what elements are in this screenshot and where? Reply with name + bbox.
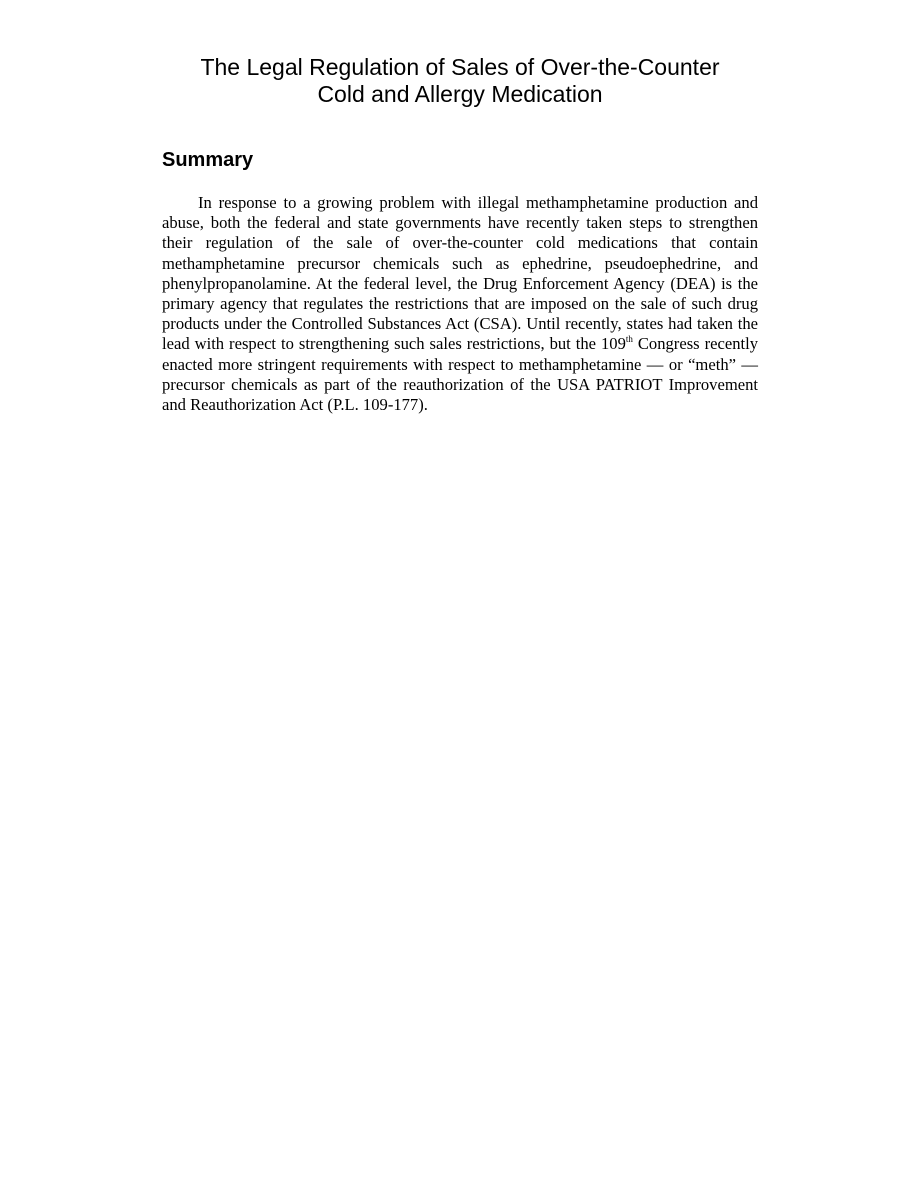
summary-text-part-2: Congress recently enacted more stringent requirements with respect to methamphetamine — or “meth” — precursor chemicals as part of the reauthorization of the USA PATRIOT Improvement and Reauthorization Act (P.L. 109-177). [162, 334, 759, 415]
document-title [160, 54, 760, 108]
section-heading-summary: Summary [162, 149, 254, 171]
summary-text-part-1: In response to a growing problem with illegal methamphetamine production and abuse, both the federal and state governments have recently taken steps to strengthen their regulation of the sale of over-the-counter cold medications that contain methamphetamine precursor chemicals such as ephedrine, pseudoephedrine, and phenylpropanolamine. At the federal level, the Drug Enforcement Agency (DEA) is the primary agency that regulates the restrictions that are imposed on the sale of such drug products under the Controlled Substances Act (CSA). Until recently, states had taken the lead with respect to strengthening such sales restrictions, but the 109 [162, 193, 758, 354]
summary-paragraph [162, 193, 758, 415]
ordinal-superscript: th [625, 334, 633, 345]
document-title-line-1: The Legal Regulation of Sales of Over-the-Counter [200, 54, 720, 80]
document-title-line-2: Cold and Allergy Medication [317, 81, 603, 107]
